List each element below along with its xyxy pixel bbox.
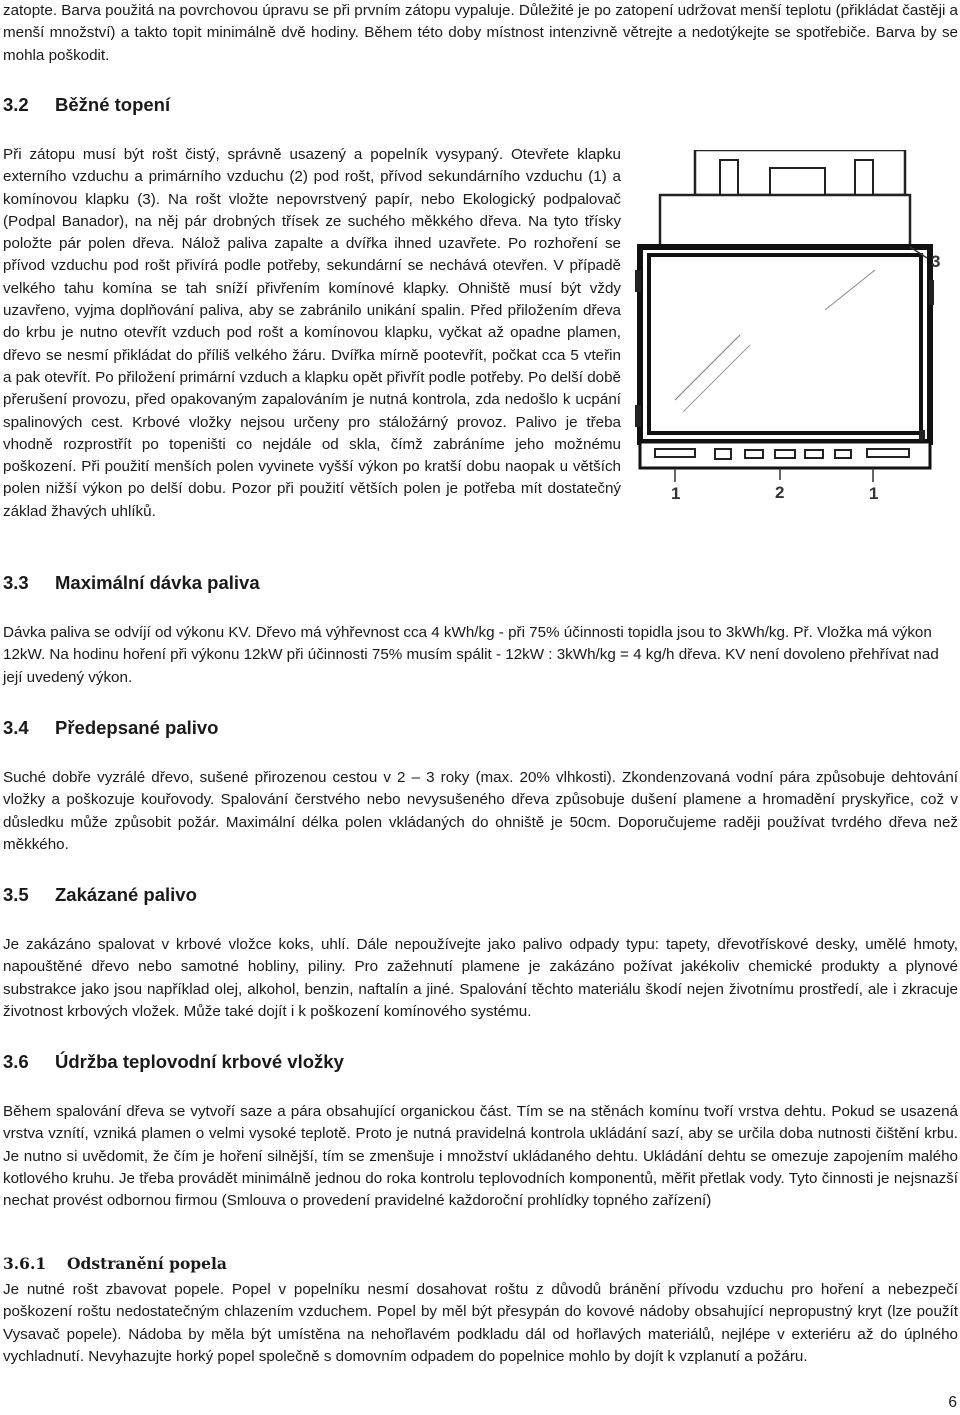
section-title: Předepsané palivo [55, 717, 219, 738]
paragraph-3-2: Při zátopu musí být rošt čistý, správně usazený a popelník vysypaný. Otevřete klapku externího vzduchu a primárního vzduchu (2) pod rošt, přívod sekundárního vzduchu (1) a komínovou klapku (3). Na rošt vložte nepovrstvený papír, nebo Ekologický podpalovač (Podpal Banador), na něj pár drobných třísek ze suchého měkkého dřeva. Na tyto třísky položte pár polen dřeva. Nálož paliva zapalte a dvířka ihned uzavřete. Po rozhoření se přívod vzduchu pod rošt přivírá podle potřeby, sekundární se nechává otevřen. V případě velkého tahu komína se tah sníží přivřením komínové klapky. Ohniště musí být vždy uzavřeno, vyjma doplňování paliva, aby se zabránilo unikání spalin. Před přiložením dřeva do krbu je nutno otevřít vzduch pod rošt a komínovou klapku, vyčkat až opadne plamen, dřevo se nesmí přikládat do příliš velkého žáru. Dvířka mírně pootevřít, počkat cca 5 vteřin a pak otevřít. Po přiložení primární vzduch a klapku opět přivřít podle potřeby. Po delší době přerušení provozu, před opakovaným zapalováním je nutná kontrola, zda nedošlo k ucpání spalinových cest. Krbové vložky nejsou určeny pro stáložárný provoz. Palivo je třeba vhodně rozprostřít po topeništi co nejdále od skla, čímž zabráníme jeho možnému poškození. Při použití menších polen vyvinete vyšší výkon po kratší dobu naopak u větších polen nižší výkon po delší dobu. Pozor při použití větších polen je potřeba mít dostatečný základ žhavých uhlíků. [3, 146, 621, 520]
figure-label-2: 2 [775, 483, 785, 502]
subsection-title: Odstranění popela [67, 1254, 227, 1273]
section-title: Běžné topení [55, 94, 171, 115]
paragraph-3-6: Během spalování dřeva se vytvoří saze a pára obsahující organickou část. Tím se na stěnách komínu tvoří vrstva dehtu. Pokud se usazená vrstva vznítí, vzniká plamen o velmi vysoké teplotě. Proto je nutná pravidelná kontrola ukládání sazí, aby se určila doba nutnosti čištění krbu. Je nutno si uvědomit, že čím je hoření silnější, tím se zmenšuje i množství ukládaného dehtu. Ukládání dehtu se omezuje zapojením malého kotlového kruhu. Je třeba provádět minimálně jednou do roka kontrolu teplovodních komponentů, měřit přetlak vody. Tyto činnosti je nejsnazší nechat provést odbornou firmou (Smlouva o provedení pravidelné každoroční prohlídky topného zařízení) [3, 1103, 958, 1210]
section-number: 3.3 [3, 572, 29, 593]
figure-label-1-left: 1 [671, 484, 681, 503]
figure-label-3: 3 [931, 252, 941, 271]
subsection-number: 3.6.1 [3, 1254, 47, 1273]
paragraph-3-6-1: Je nutné rošt zbavovat popele. Popel v popelníku nesmí dosahovat roštu z důvodů bránění přívodu vzduchu pro hoření a nebezpečí poškození roštu nedostatečným chlazením vzduchem. Popel by měl být přesypán do kovové nádoby obsahující nepropustný kryt (lze použít Vysavač popele). Nádoba by měla být umístěna na nehořlavém podkladu dál od hořlavých materiálů, nejlépe v exteriéru až do úplného vychladnutí. Nevyhazujte horký popel společně s domovním odpadem do popelnice mohlo by dojít k vzplanutí a požáru. [3, 1281, 958, 1365]
figure-label-1-right: 1 [869, 484, 879, 503]
section-title: Údržba teplovodní krbové vložky [55, 1051, 344, 1072]
section-title: Zakázané palivo [55, 884, 197, 905]
section-title: Maximální dávka paliva [55, 572, 260, 593]
section-heading-3-3 [3, 571, 260, 595]
section-number: 3.5 [3, 884, 29, 905]
fireplace-insert-diagram [635, 150, 955, 510]
subsection-heading-3-6-1 [3, 1253, 227, 1275]
paragraph-3-3: Dávka paliva se odvíjí od výkonu KV. Dřevo má výhřevnost cca 4 kWh/kg - při 75% účinnosti topidla jsou to 3kWh/kg. Př. Vložka má výkon 12kW. Na hodinu hoření při výkonu 12kW při účinnosti 75% musím spálit - 12kW : 3kWh/kg = 4 kg/h dřeva. KV není dovoleno přehřívat nad její uvedený výkon. [3, 624, 939, 686]
section-heading-3-4 [3, 716, 218, 740]
intro-paragraph: zatopte. Barva použitá na povrchovou úpravu se při prvním zátopu vypaluje. Důležité je po zatopení udržovat menší teplotu (přikládat častěji a menší množství) a takto topit minimálně dvě hodiny. Během této doby místnost intenzivně větrejte a nedotýkejte se spotřebiče. Barva by se mohla poškodit. [3, 2, 958, 64]
paragraph-3-5: Je zakázáno spalovat v krbové vložce koks, uhlí. Dále nepoužívejte jako palivo odpady typu: tapety, dřevotřískové desky, umělé hmoty, napouštěné dřevo nebo samotné hobliny, piliny. Pro zažehnutí plamene je zakázáno požívat jakékoliv chemické produkty a plynové substrakce jako jsou například olej, alkohol, benzin, naftalín a jiné. Spalování těchto materiálu škodí nejen životnímu prostředí, ale i zkracuje životnost krbových vložek. Může také dojít i k poškození komínového systému. [3, 936, 958, 1020]
section-heading-3-2 [3, 93, 170, 117]
section-heading-3-5 [3, 883, 197, 907]
page-number: 6 [948, 1394, 957, 1411]
paragraph-3-4: Suché dobře vyzrálé dřevo, sušené přirozenou cestou v 2 – 3 roky (max. 20% vlhkosti). Zkondenzovaná vodní pára způsobuje dehtování vložky a poškozuje kouřovody. Spalování čerstvého nebo nevysušeného dřeva způsobuje dušení plamene a hromadění pryskyřice, což v důsledku může způsobit požár. Maximální délka polen vkládaných do ohniště je 50cm. Doporučujeme raději používat tvrdého dřeva než měkkého. [3, 769, 958, 853]
section-heading-3-6 [3, 1050, 344, 1074]
section-number: 3.6 [3, 1051, 29, 1072]
section-number: 3.2 [3, 94, 29, 115]
section-number: 3.4 [3, 717, 29, 738]
